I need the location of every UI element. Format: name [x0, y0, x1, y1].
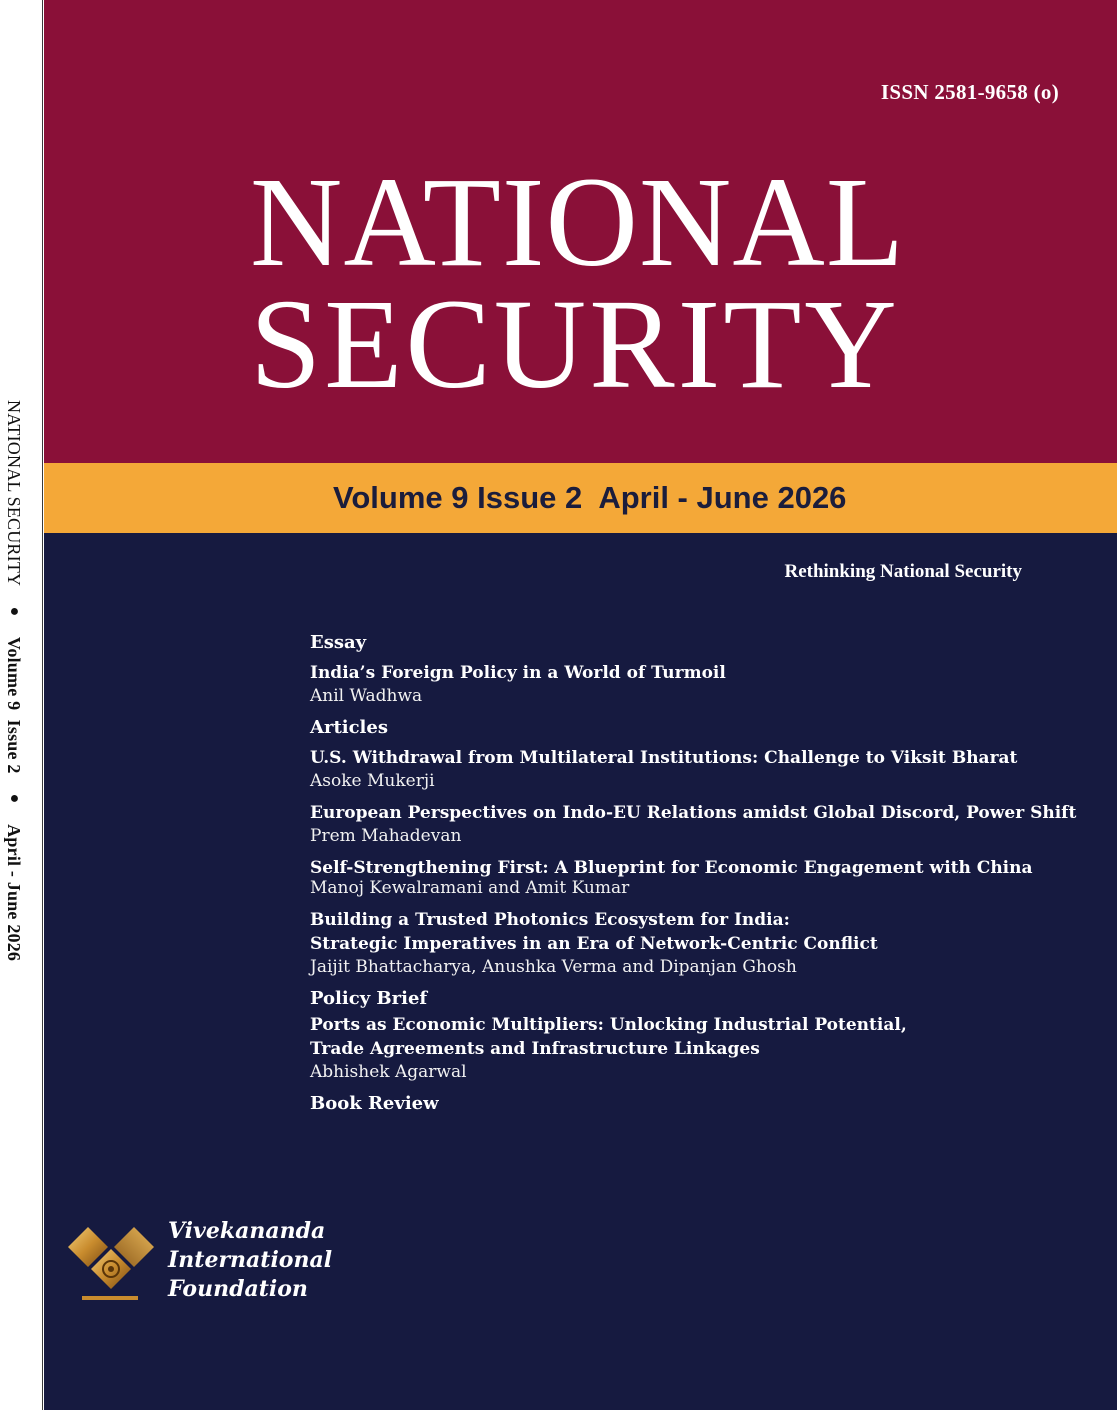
- tagline: Rethinking National Security: [784, 561, 1022, 582]
- section-heading-articles: Articles: [310, 717, 388, 738]
- toc-entry: [310, 661, 1090, 708]
- issue-info: Volume 9 Issue 2 April - June 2026: [333, 480, 847, 515]
- entry-title: Self-Strengthening First: A Blueprint for Economic Engagement with China: [310, 858, 1033, 878]
- journal-title-line-2: SECURITY: [250, 273, 900, 415]
- table-of-contents: [310, 631, 1090, 1122]
- spine-date: April - June 2026: [4, 824, 24, 962]
- publisher-line-2: International: [168, 1247, 333, 1273]
- publisher-line-3: Foundation: [168, 1276, 308, 1302]
- entry-title: U.S. Withdrawal from Multilateral Institutions: Challenge to Viksit Bharat: [310, 748, 1018, 768]
- toc-entry: [310, 746, 1090, 793]
- publisher-name: [168, 1217, 332, 1304]
- issn-number: ISSN 2581-9658 (o): [880, 80, 1059, 104]
- toc-entry: [310, 801, 1090, 848]
- entry-author: Manoj Kewalramani and Amit Kumar: [310, 878, 630, 898]
- toc-entry: [310, 856, 1090, 900]
- entry-author: Anil Wadhwa: [310, 686, 423, 706]
- spine-separator-1: ●: [6, 602, 23, 621]
- title-panel: [44, 0, 1117, 463]
- toc-entry: [310, 908, 1090, 979]
- book-spine: [0, 0, 43, 1410]
- issue-band: [44, 463, 1117, 533]
- entry-author: Asoke Mukerji: [310, 771, 435, 791]
- publisher-line-1: Vivekananda: [168, 1218, 326, 1244]
- spine-title: NATIONAL SECURITY: [4, 400, 24, 587]
- journal-title-line-1: NATIONAL: [250, 151, 905, 293]
- entry-title: India’s Foreign Policy in a World of Turmoil: [310, 663, 726, 683]
- section-heading-policy-brief: Policy Brief: [310, 988, 428, 1009]
- spine-text: [3, 400, 24, 961]
- vif-diamond-logo-icon: [66, 1223, 156, 1303]
- toc-entry: [310, 1013, 1090, 1084]
- entry-author: Jaijit Bhattacharya, Anushka Verma and Dipanjan Ghosh: [310, 957, 797, 977]
- entry-author: Prem Mahadevan: [310, 826, 462, 846]
- entry-title-continued: Trade Agreements and Infrastructure Linkages: [310, 1039, 760, 1059]
- entry-title: Ports as Economic Multipliers: Unlocking Industrial Potential,: [310, 1015, 907, 1035]
- section-heading-book-review: Book Review: [310, 1093, 439, 1114]
- entry-title: European Perspectives on Indo-EU Relations amidst Global Discord, Power Shift: [310, 803, 1077, 823]
- spine-separator-2: ●: [6, 790, 23, 808]
- entry-title-continued: Strategic Imperatives in an Era of Network-Centric Conflict: [310, 934, 878, 954]
- entry-title: Building a Trusted Photonics Ecosystem for India:: [310, 910, 790, 930]
- front-cover: [44, 0, 1117, 1410]
- spine-volume-issue: Volume 9 Issue 2: [4, 636, 24, 774]
- entry-author: Abhishek Agarwal: [310, 1062, 467, 1082]
- contents-panel: [44, 533, 1117, 1410]
- section-heading-essay: Essay: [310, 632, 367, 653]
